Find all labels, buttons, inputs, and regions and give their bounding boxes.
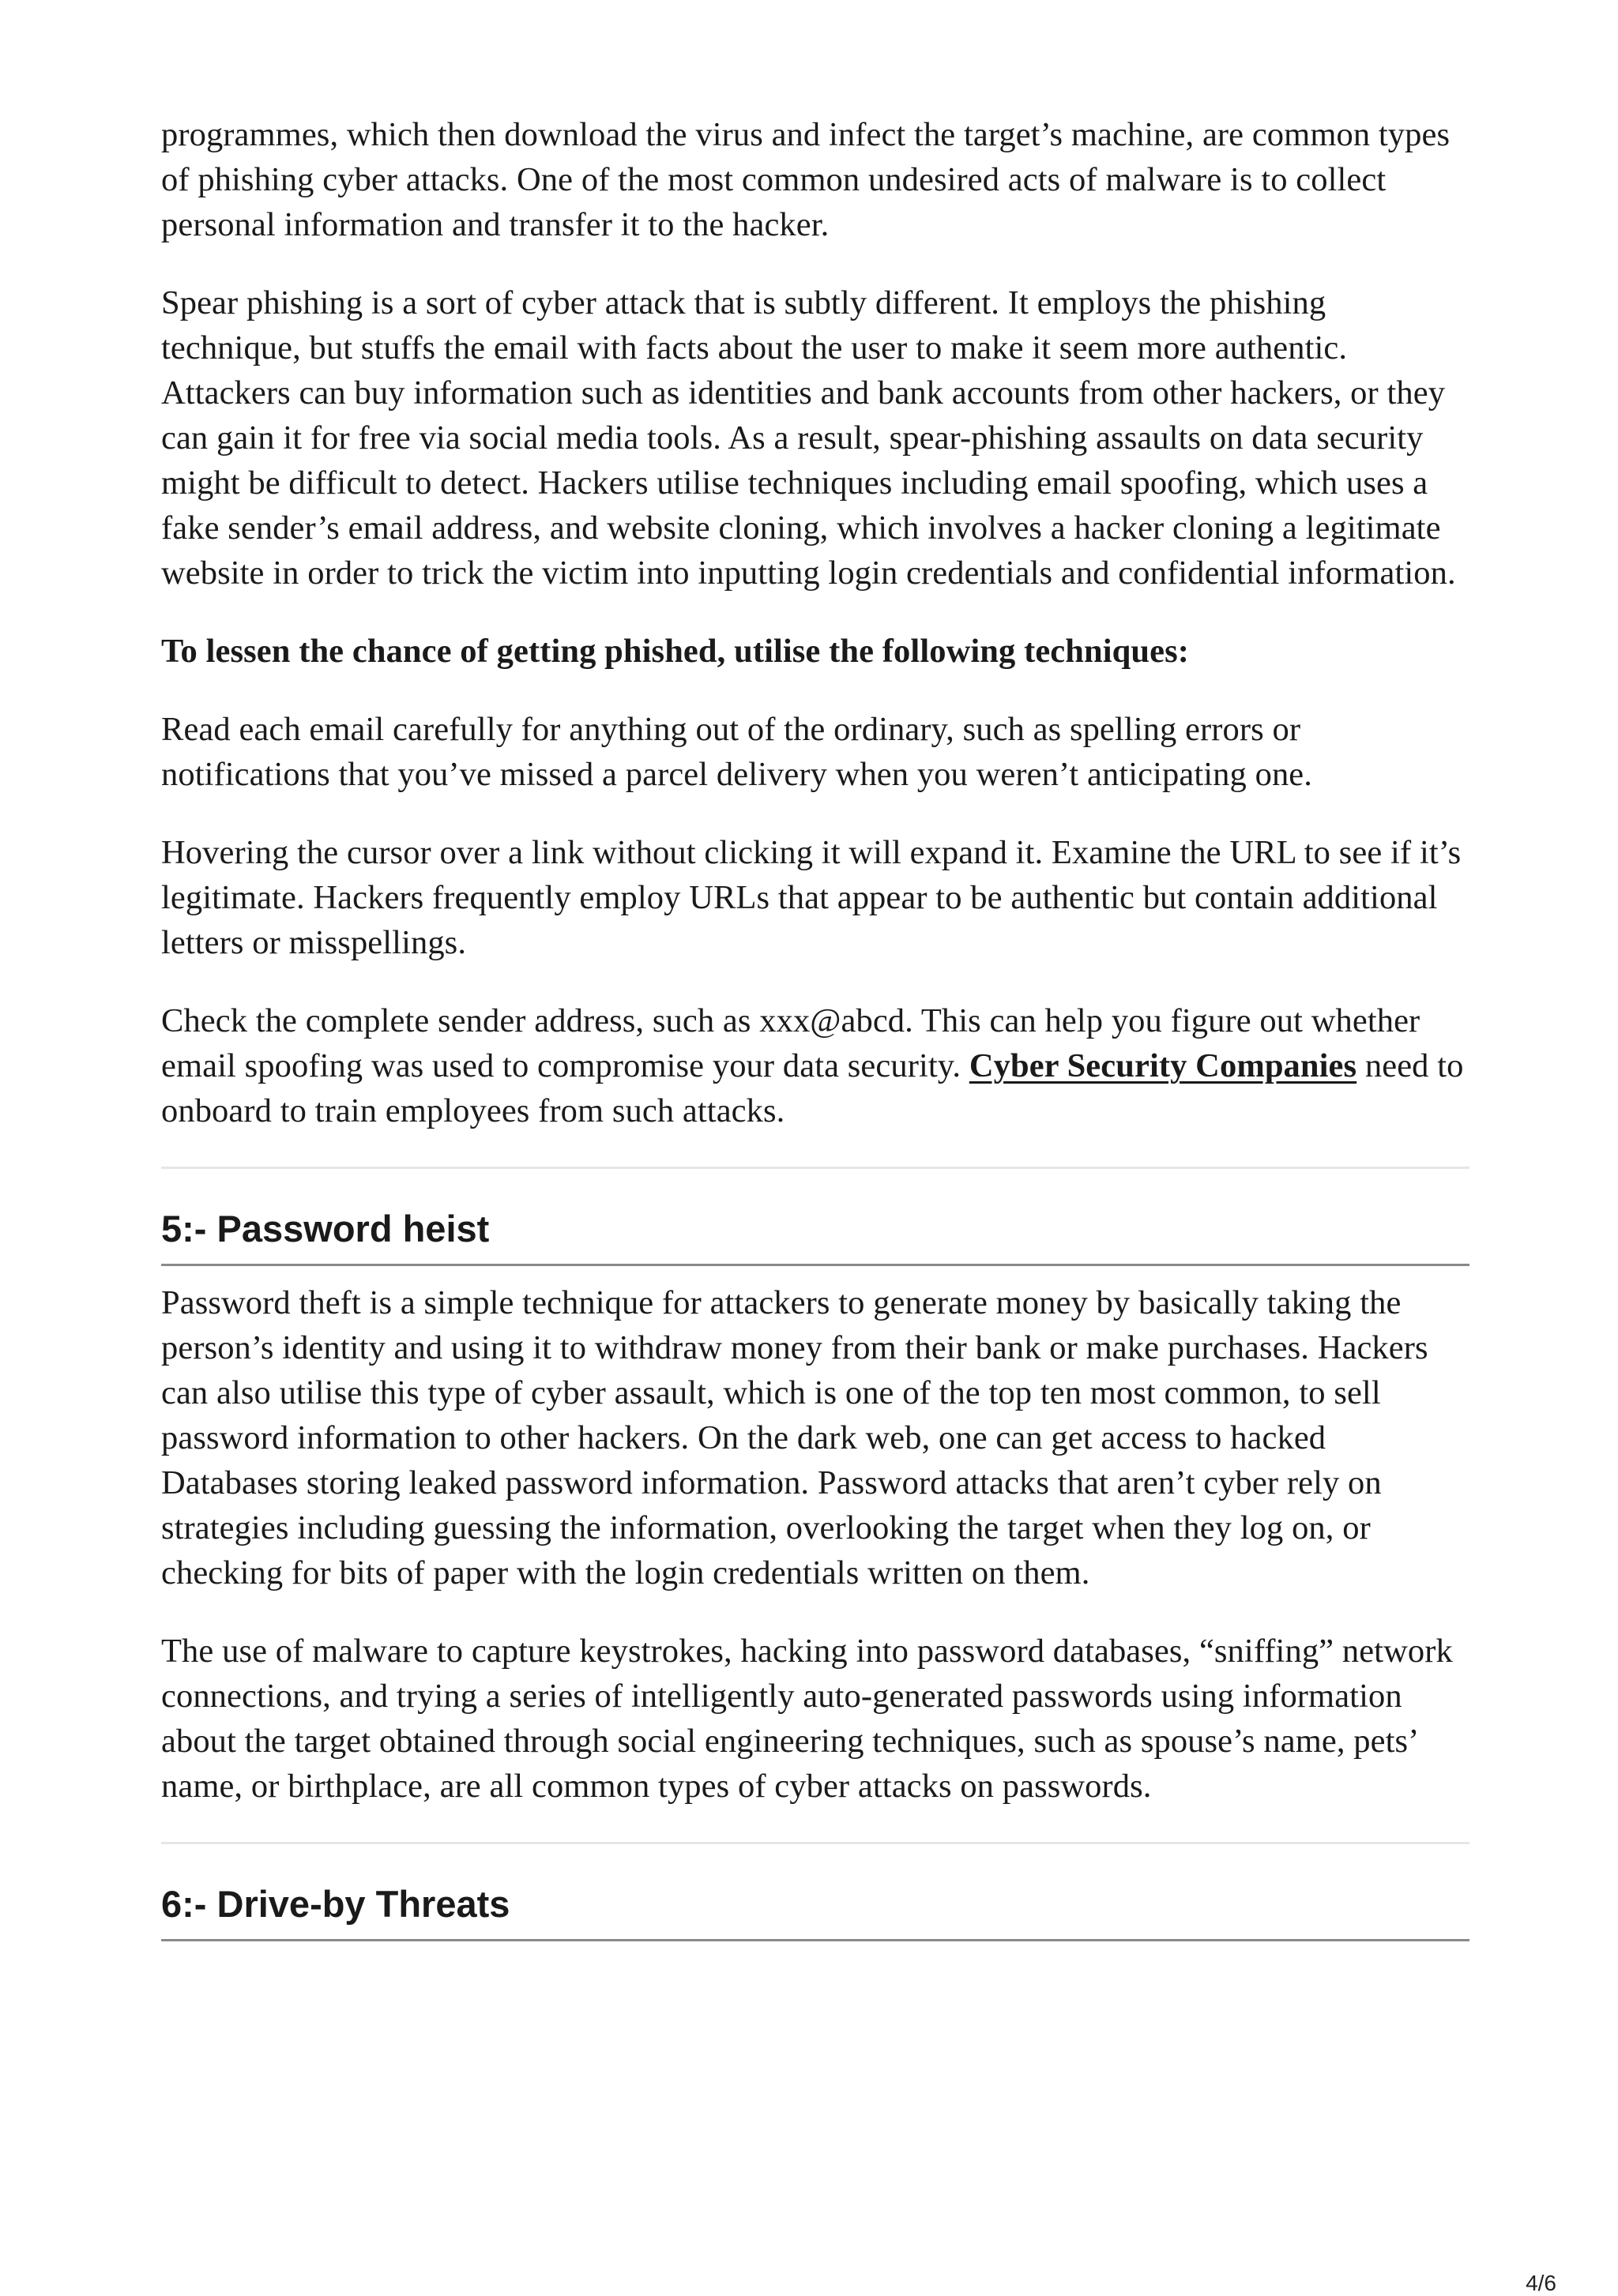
check-sender-text: Check the complete sender address, such as xxx@abcd. This can help you figure out whether email spoofing was used to compromise your data security. (161, 1002, 1420, 1084)
paragraph-phishing-intro: programmes, which then download the virus and infect the target’s machine, are common types of phishing cyber attacks. One of the most common undesired acts of malware is to collect personal information and transfer it to the hacker. (161, 116, 1451, 243)
paragraph-password-malware: The use of malware to capture keystrokes, hacking into password databases, “sniffing” network connections, and trying a series of intelligently auto-generated passwords using information about the target obtained through social engineering techniques, such as spouse’s name, pets’ name, or birthplace, are all common types of cyber attacks on passwords. (161, 1633, 1453, 1805)
technique-hover-link: Hovering the cursor over a link without clicking it will expand it. Examine the URL to see if it’s legitimate. Hackers frequently employ URLs that appear to be authentic but contain additional letters or misspellings. (161, 834, 1462, 961)
paragraph-spear-phishing: Spear phishing is a sort of cyber attack that is subtly different. It employs the phishing technique, but stuffs the email with facts about the user to make it seem more authentic. Attackers can buy information such as identities and bank accounts from other hackers, or they can gain it for free via social media tools. As a result, spear-phishing assaults on data security might be difficult to detect. Hackers utilise techniques including email spoofing, which uses a fake sender’s email address, and website cloning, which involves a hacker cloning a legitimate website in order to trick the victim into inputting login credentials and confidential information. (161, 284, 1456, 592)
section-title-drive-by-threats: 6:- Drive-by Threats (161, 1882, 1469, 1941)
technique-check-sender (161, 998, 1469, 1133)
section-divider (161, 1167, 1469, 1169)
cyber-security-companies-link[interactable]: Cyber Security Companies (969, 1047, 1357, 1084)
section-divider (161, 1842, 1469, 1844)
technique-read-email: Read each email carefully for anything out of the ordinary, such as spelling errors or notifications that you’ve missed a parcel delivery when you weren’t anticipating one. (161, 711, 1312, 793)
check-sender-text-end: need to onboard to train employees from such attacks. (161, 1047, 1464, 1129)
section-title-password-heist: 5:- Password heist (161, 1207, 1469, 1266)
paragraph-password-theft: Password theft is a simple technique for attackers to generate money by basically taking the person’s identity and using it to withdraw money from their bank or make purchases. Hackers can also utilise this type of cyber assault, which is one of the top ten most common, to sell password information to other hackers. On the dark web, one can get access to hacked Databases storing leaked password information. Password attacks that aren’t cyber rely on strategies including guessing the information, overlooking the target when they log on, or checking for bits of paper with the login credentials written on them. (161, 1284, 1428, 1591)
page-number: 4/6 (1526, 2271, 1556, 2295)
techniques-heading: To lessen the chance of getting phished, utilise the following techniques: (161, 633, 1189, 670)
article-body (161, 112, 1469, 1956)
